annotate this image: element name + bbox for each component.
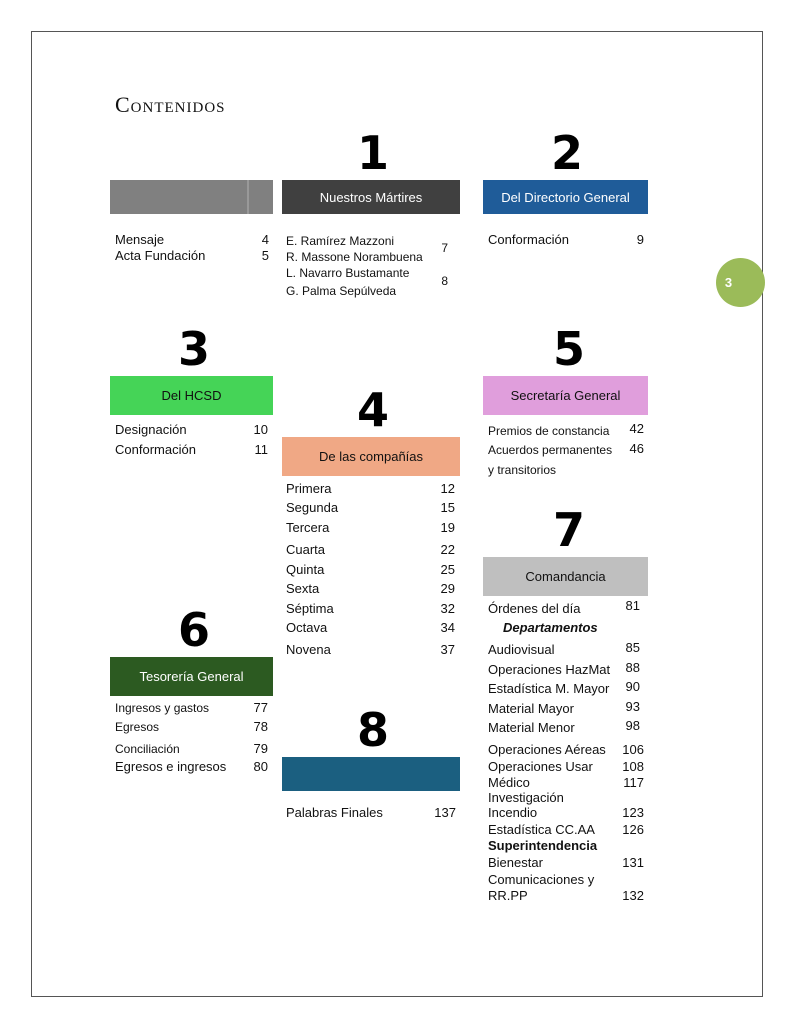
- section-bar-intro[interactable]: [110, 180, 273, 214]
- toc-page: 79: [253, 741, 268, 756]
- toc-page: 137: [434, 805, 456, 820]
- toc-page: 126: [622, 822, 644, 837]
- toc-entry[interactable]: Premios de constancia: [488, 424, 610, 438]
- toc-entry[interactable]: RR.PP: [488, 888, 528, 903]
- toc-entry[interactable]: Conformación: [115, 442, 196, 457]
- section-bar-tesoreria[interactable]: [110, 657, 273, 696]
- toc-page: 117: [623, 775, 644, 790]
- section-number-5: 5: [553, 322, 586, 376]
- toc-page: 11: [254, 442, 268, 457]
- toc-entry[interactable]: R. Massone Norambuena: [286, 250, 423, 264]
- toc-page: 46: [629, 441, 644, 456]
- toc-entry[interactable]: Operaciones HazMat: [488, 662, 611, 677]
- page-number-badge: [716, 258, 765, 307]
- toc-entry[interactable]: Audiovisual: [488, 642, 555, 657]
- toc-entry[interactable]: Designación: [115, 422, 187, 437]
- toc-entry[interactable]: Operaciones Aéreas: [488, 742, 606, 757]
- toc-page: 88: [625, 660, 640, 675]
- toc-page: 32: [440, 601, 455, 616]
- section-number-8: 8: [357, 703, 390, 757]
- toc-page: 8: [441, 274, 448, 288]
- section-number-4: 4: [357, 383, 390, 437]
- toc-page: 4: [261, 232, 269, 247]
- toc-entry[interactable]: Conciliación: [115, 742, 180, 756]
- section-number-1: 1: [357, 126, 390, 180]
- section-bar-comandancia[interactable]: [483, 557, 648, 596]
- toc-entry[interactable]: Acuerdos permanentes: [488, 443, 613, 457]
- toc-entry[interactable]: Conformación: [488, 232, 569, 247]
- toc-entry[interactable]: L. Navarro Bustamante: [286, 266, 410, 280]
- toc-entry[interactable]: Cuarta: [286, 542, 326, 557]
- toc-page: 15: [440, 500, 455, 515]
- section-bar-secretaria-label: Secretaría General: [510, 388, 621, 403]
- toc-entry[interactable]: Tercera: [286, 520, 330, 535]
- section-bar-secretaria[interactable]: [483, 376, 648, 415]
- toc-page: 131: [622, 855, 644, 870]
- toc-page: 12: [440, 481, 455, 496]
- section-bar-tesoreria-label: Tesorería General: [139, 669, 244, 684]
- toc-entry[interactable]: Operaciones Usar: [488, 759, 593, 774]
- toc-page: 108: [622, 759, 644, 774]
- page-frame: [31, 31, 763, 997]
- section-bar-companias[interactable]: [282, 437, 460, 476]
- toc-entry[interactable]: Primera: [286, 481, 332, 496]
- page-title: Contenidos: [115, 92, 226, 117]
- toc-page: 78: [253, 719, 268, 734]
- toc-entry[interactable]: Material Mayor: [488, 701, 574, 716]
- toc-page: 22: [440, 542, 455, 557]
- bar-divider: [247, 180, 249, 214]
- toc-entry[interactable]: Órdenes del día: [488, 601, 581, 616]
- toc-page: 9: [636, 232, 644, 247]
- toc-entry[interactable]: Bienestar: [488, 855, 543, 870]
- toc-entry[interactable]: Séptima: [286, 601, 334, 616]
- toc-entry[interactable]: Estadística M. Mayor: [488, 681, 610, 696]
- toc-page: 34: [440, 620, 455, 635]
- section-number-7: 7: [553, 503, 586, 557]
- page-number: 3: [724, 275, 733, 290]
- toc-entry[interactable]: Palabras Finales: [286, 805, 383, 820]
- section-number-6: 6: [178, 603, 211, 657]
- toc-page: 42: [629, 421, 644, 436]
- toc-entry[interactable]: y transitorios: [488, 463, 557, 477]
- toc-entry[interactable]: E. Ramírez Mazzoni: [286, 234, 395, 248]
- toc-entry[interactable]: Estadística CC.AA: [488, 822, 595, 837]
- toc-page: 106: [622, 742, 644, 757]
- toc-entry[interactable]: Comunicaciones y: [488, 872, 595, 887]
- section-bar-martires-label: Nuestros Mártires: [319, 189, 423, 205]
- toc-entry[interactable]: Quinta: [286, 562, 325, 577]
- toc-entry[interactable]: Sexta: [286, 581, 320, 596]
- toc-entry[interactable]: Material Menor: [488, 720, 575, 735]
- toc-page: 123: [622, 805, 644, 820]
- toc-page: 7: [441, 241, 448, 255]
- section-number-3: 3: [178, 322, 211, 376]
- toc-page: 5: [261, 248, 269, 263]
- toc-entry[interactable]: Investigación: [488, 790, 564, 805]
- toc-page: 80: [253, 759, 268, 774]
- toc-page: 25: [440, 562, 455, 577]
- toc-entry[interactable]: Segunda: [286, 500, 339, 515]
- toc-entry[interactable]: Octava: [286, 620, 328, 635]
- toc-page: 19: [440, 520, 455, 535]
- toc-page: 77: [253, 700, 268, 715]
- section-bar-directorio-label: Del Directorio General: [501, 189, 630, 205]
- toc-page: 98: [625, 718, 640, 733]
- section-bar-hcsd-label: Del HCSD: [161, 388, 222, 403]
- toc-entry[interactable]: Acta Fundación: [115, 248, 206, 263]
- toc-page: 90: [625, 679, 640, 694]
- toc-subheading: Superintendencia: [488, 838, 598, 853]
- section-bar-palabras[interactable]: [282, 757, 460, 791]
- toc-subheading: Departamentos: [503, 620, 598, 635]
- toc-page: 85: [625, 640, 640, 655]
- toc-page: 29: [440, 581, 455, 596]
- toc-entry[interactable]: Mensaje: [115, 232, 165, 247]
- toc-entry[interactable]: Egresos e ingresos: [115, 759, 227, 774]
- toc-entry[interactable]: Incendio: [488, 805, 538, 820]
- section-bar-directorio[interactable]: [483, 180, 648, 214]
- toc-page: 132: [622, 888, 644, 903]
- toc-entry[interactable]: Médico: [488, 775, 530, 790]
- section-bar-martires[interactable]: [282, 180, 460, 214]
- section-bar-companias-label: De las compañías: [318, 449, 424, 464]
- toc-page: 81: [625, 598, 640, 613]
- section-bar-comandancia-label: Comandancia: [525, 569, 606, 584]
- toc-entry[interactable]: G. Palma Sepúlveda: [286, 284, 397, 298]
- section-number-2: 2: [551, 126, 584, 180]
- toc-page: 10: [253, 422, 268, 437]
- toc-entry[interactable]: Novena: [286, 642, 331, 657]
- toc-entry[interactable]: Egresos: [115, 720, 160, 734]
- toc-page: 93: [625, 699, 640, 714]
- section-bar-hcsd[interactable]: [110, 376, 273, 415]
- toc-entry[interactable]: Ingresos y gastos: [115, 701, 210, 715]
- toc-page: 37: [440, 642, 455, 657]
